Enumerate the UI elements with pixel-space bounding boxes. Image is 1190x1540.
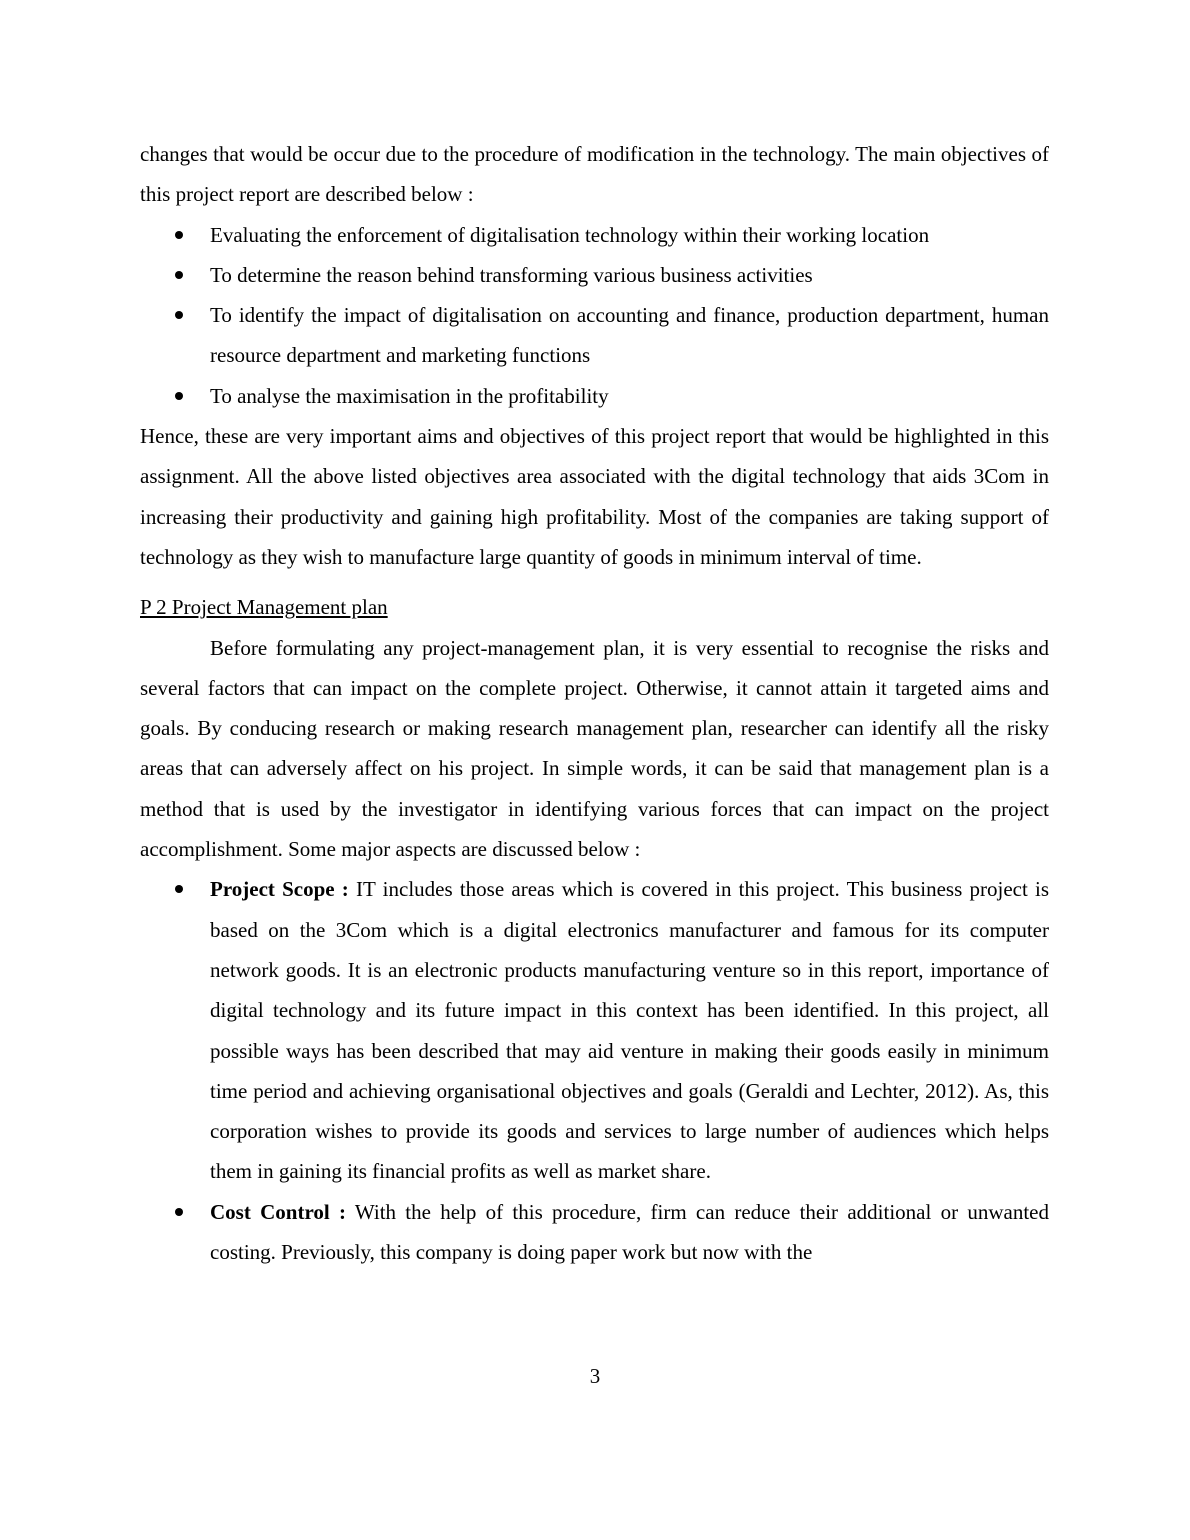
aspect-term: Cost Control : (210, 1199, 346, 1224)
objective-text: To identify the impact of digitalisation on accounting and finance, production department, human resource department and marketing functions (210, 303, 1049, 368)
objective-text: To determine the reason behind transforming various business activities (210, 262, 813, 287)
aspect-text: With the help of this procedure, firm can reduce their additional or unwanted costing. Previously, this company is doing paper work but now with the (210, 1199, 1049, 1265)
aspects-list (140, 869, 1049, 1272)
objective-text: Evaluating the enforcement of digitalisation technology within their working location (210, 222, 930, 247)
document-page (140, 134, 1049, 1272)
page-number: 3 (589, 1364, 601, 1388)
aspect-text: IT includes those areas which is covered in this project. This business project is based on the 3Com which is a digital electronics manufacturer and famous for its computer network goods. It is an electronic products manufacturing venture so in this report, importance of digital technology and its future impact in this context has been identified. In this project, all possible ways has been described that may aid venture in making their goods easily in minimum time period and achieving organisational objectives and goals (Geraldi and Lechter, 2012). As, this corporation wishes to provide its goods and services to large number of audiences which helps them in gaining its financial profits as well as market share. (210, 877, 1050, 1184)
bullet-icon (175, 1208, 183, 1216)
bullet-icon (175, 392, 183, 400)
intro-paragraph: changes that would be occur due to the procedure of modification in the technology. The main objectives of this project report are described below : (140, 142, 1049, 207)
bullet-icon (175, 311, 183, 319)
list-item (140, 215, 1049, 255)
section-paragraph: Before formulating any project-management plan, it is very essential to recognise the risks and several factors that can impact on the complete project. Otherwise, it cannot attain it targeted aims and goals. By conducing research or making research management plan, researcher can identify all the risky areas that can adversely affect on his project. In simple words, it can be said that management plan is a method that is used by the investigator in identifying various forces that can impact on the project accomplishment. Some major aspects are discussed below : (140, 635, 1049, 862)
list-item (140, 255, 1049, 295)
summary-paragraph: Hence, these are very important aims and objectives of this project report that would be highlighted in this assignment. All the above listed objectives area associated with the digital technology that aids 3Com in increasing their productivity and gaining high profitability. Most of the companies are taking support of technology as they wish to manufacture large quantity of goods in minimum interval of time. (140, 424, 1049, 569)
list-item (140, 1192, 1049, 1273)
list-item (140, 869, 1049, 1191)
bullet-icon (175, 231, 183, 239)
aspect-term: Project Scope : (210, 877, 349, 902)
bullet-icon (175, 885, 183, 893)
objective-text: To analyse the maximisation in the profitability (210, 383, 609, 408)
list-item (140, 376, 1049, 416)
objectives-list (140, 215, 1049, 416)
section-heading: P 2 Project Management plan (140, 595, 388, 620)
bullet-icon (175, 271, 183, 279)
list-item (140, 295, 1049, 376)
